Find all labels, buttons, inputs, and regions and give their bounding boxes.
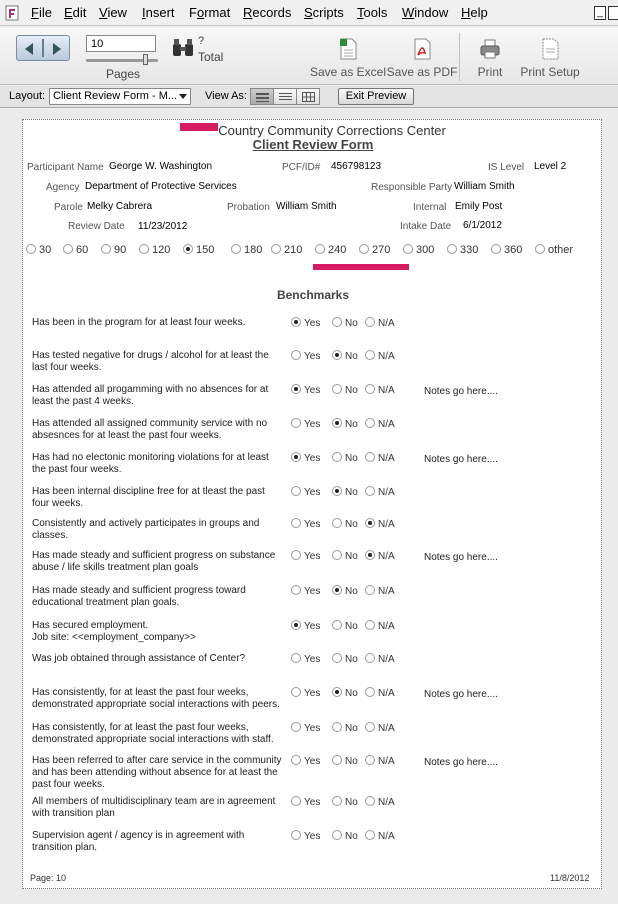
radio-button[interactable] [332, 317, 342, 327]
radio-button[interactable] [291, 486, 301, 496]
days-option-150[interactable] [183, 244, 214, 256]
benchmark-option-na[interactable] [365, 418, 395, 430]
radio-button[interactable] [291, 755, 301, 765]
next-page-icon[interactable] [53, 43, 61, 55]
radio-button[interactable] [291, 518, 301, 528]
radio-button[interactable] [365, 755, 375, 765]
radio-button[interactable] [291, 384, 301, 394]
benchmark-option-label: N/A [378, 621, 395, 632]
benchmark-option-yes[interactable] [291, 350, 320, 362]
benchmark-question: Has secured employment. Job site: <<employment_company>> [32, 620, 196, 643]
parole-label: Parole [54, 202, 83, 213]
benchmark-option-yes[interactable] [291, 486, 320, 498]
previous-page-icon[interactable] [25, 43, 33, 55]
probation-value: William Smith [276, 201, 337, 212]
benchmark-note: Notes go here.... [424, 757, 498, 768]
benchmark-option-yes[interactable] [291, 620, 320, 632]
benchmarks-heading: Benchmarks [276, 288, 350, 302]
responsible-party-value: William Smith [454, 181, 515, 192]
radio-button[interactable] [315, 244, 325, 254]
radio-button[interactable] [365, 350, 375, 360]
benchmark-option-no[interactable] [332, 350, 358, 362]
radio-button[interactable] [365, 620, 375, 630]
benchmark-option-label: N/A [378, 586, 395, 597]
benchmark-option-yes[interactable] [291, 722, 320, 734]
radio-button[interactable] [332, 796, 342, 806]
benchmark-option-label: N/A [378, 654, 395, 665]
binoculars-icon [172, 38, 194, 58]
benchmark-option-na[interactable] [365, 830, 395, 842]
benchmark-option-label: No [345, 831, 358, 842]
benchmark-option-label: Yes [304, 756, 321, 767]
benchmark-option-na[interactable] [365, 755, 395, 767]
radio-button[interactable] [365, 830, 375, 840]
benchmark-option-na[interactable] [365, 653, 395, 665]
benchmark-option-label: N/A [378, 385, 395, 396]
agency-value: Department of Protective Services [85, 181, 237, 192]
participant-value: George W. Washington [109, 161, 213, 172]
benchmark-option-na[interactable] [365, 317, 395, 329]
radio-button[interactable] [291, 620, 301, 630]
benchmark-option-label: Yes [304, 688, 321, 699]
radio-button[interactable] [332, 722, 342, 732]
radio-button[interactable] [365, 687, 375, 697]
benchmark-option-label: Yes [304, 723, 321, 734]
benchmark-option-yes[interactable] [291, 653, 320, 665]
view-as-label: View As: [205, 90, 247, 102]
parole-value: Melky Cabrera [87, 201, 153, 212]
radio-button[interactable] [291, 585, 301, 595]
radio-button[interactable] [291, 350, 301, 360]
benchmark-note: Notes go here.... [424, 552, 498, 563]
minimize-button[interactable]: _ [594, 6, 606, 20]
benchmark-option-label: Yes [304, 519, 321, 530]
benchmark-question: Was job obtained through assistance of Center? [32, 653, 246, 664]
days-option-180[interactable] [231, 244, 262, 256]
radio-button[interactable] [332, 486, 342, 496]
benchmark-option-no[interactable] [332, 550, 358, 562]
radio-button[interactable] [183, 244, 193, 254]
org-name: Country Community Corrections Center [218, 123, 446, 138]
days-option-270[interactable] [359, 244, 390, 256]
benchmark-option-label: No [345, 519, 358, 530]
page-slider-thumb[interactable] [143, 54, 148, 65]
redaction-mark [313, 264, 409, 270]
radio-button[interactable] [291, 550, 301, 560]
benchmark-option-na[interactable] [365, 452, 395, 464]
printer-icon [479, 37, 501, 61]
radio-button[interactable] [365, 384, 375, 394]
radio-button[interactable] [365, 722, 375, 732]
layout-label: Layout: [9, 90, 46, 102]
is-level-label: IS Level [488, 162, 525, 173]
radio-button[interactable] [332, 620, 342, 630]
form-page [22, 119, 602, 889]
radio-button[interactable] [332, 830, 342, 840]
benchmark-option-label: Yes [304, 487, 321, 498]
benchmark-option-label: Yes [304, 419, 321, 430]
benchmark-option-label: Yes [304, 654, 321, 665]
save-as-excel-label: Save as Excel [309, 65, 387, 79]
benchmark-question: Has been referred to after care service in the community and has been attending without absence for at least the past four weeks. [32, 755, 282, 790]
benchmark-option-label: N/A [378, 453, 395, 464]
chevron-down-icon [179, 94, 187, 99]
days-option-label: 180 [244, 244, 263, 256]
footer-page: Page: 10 [30, 873, 67, 883]
menu-view[interactable]: View [99, 5, 127, 20]
radio-button[interactable] [365, 486, 375, 496]
days-option-label: 150 [196, 244, 215, 256]
benchmark-option-label: No [345, 318, 358, 329]
benchmark-option-label: No [345, 797, 358, 808]
days-option-label: 300 [416, 244, 435, 256]
benchmark-option-label: N/A [378, 797, 395, 808]
layout-select-value: Client Review Form - M... [53, 90, 178, 102]
benchmark-option-na[interactable] [365, 350, 395, 362]
benchmark-option-yes[interactable] [291, 384, 320, 396]
days-option-90[interactable] [101, 244, 126, 256]
radio-button[interactable] [291, 452, 301, 462]
benchmark-note: Notes go here.... [424, 689, 498, 700]
benchmark-option-no[interactable] [332, 452, 358, 464]
menu-tools[interactable]: Tools [357, 5, 388, 20]
radio-button[interactable] [332, 550, 342, 560]
benchmark-option-label: Yes [304, 551, 321, 562]
benchmark-option-label: N/A [378, 551, 395, 562]
days-option-label: 330 [460, 244, 479, 256]
radio-button[interactable] [63, 244, 73, 254]
radio-button[interactable] [291, 317, 301, 327]
benchmark-option-label: Yes [304, 351, 321, 362]
benchmark-option-na[interactable] [365, 796, 395, 808]
radio-button[interactable] [271, 244, 281, 254]
benchmark-option-na[interactable] [365, 620, 395, 632]
responsible-party-label: Responsible Party [371, 182, 453, 193]
print-setup-label: Print Setup [520, 65, 580, 79]
view-as-table-button[interactable] [296, 88, 320, 105]
table-grid-icon [302, 92, 315, 102]
menu-window[interactable]: Window [402, 5, 449, 20]
pages-label: Pages [106, 67, 141, 81]
total-value: ? [198, 35, 205, 47]
radio-button[interactable] [332, 452, 342, 462]
benchmark-option-label: Yes [304, 621, 321, 632]
benchmark-option-label: No [345, 453, 358, 464]
benchmark-question: Has consistently, for at least the past four weeks, demonstrated appropriate social interactions with staff. [32, 722, 274, 745]
book-navigation-icon[interactable] [16, 35, 70, 61]
print-label: Print [477, 65, 503, 79]
benchmark-option-label: No [345, 723, 358, 734]
benchmark-question: Has had no electonic monitoring violations for at least the past four weeks. [32, 452, 269, 475]
radio-button[interactable] [101, 244, 111, 254]
benchmark-option-na[interactable] [365, 722, 395, 734]
form-title: Client Review Form [252, 137, 374, 152]
radio-button[interactable] [332, 518, 342, 528]
days-option-label: 90 [114, 244, 127, 256]
benchmark-option-no[interactable] [332, 653, 358, 665]
benchmark-option-no[interactable] [332, 796, 358, 808]
benchmark-option-no[interactable] [332, 687, 358, 699]
benchmark-question: Has made steady and sufficient progress toward educational treatment plan goals. [32, 585, 246, 608]
review-date-label: Review Date [68, 221, 125, 232]
menu-format[interactable]: Format [189, 5, 231, 20]
is-level-value: Level 2 [534, 161, 567, 172]
benchmark-question: All members of multidisciplinary team are in agreement with transition plan [32, 796, 276, 819]
benchmark-note: Notes go here.... [424, 454, 498, 465]
benchmark-option-no[interactable] [332, 317, 358, 329]
days-option-30[interactable] [26, 244, 51, 256]
days-option-label: 30 [39, 244, 52, 256]
radio-button[interactable] [291, 722, 301, 732]
pdf-icon [411, 37, 433, 61]
toolbar [0, 27, 618, 85]
benchmark-option-yes[interactable] [291, 830, 320, 842]
benchmark-option-label: No [345, 586, 358, 597]
layout-select[interactable] [49, 88, 191, 105]
benchmark-option-no[interactable] [332, 384, 358, 396]
benchmark-option-na[interactable] [365, 585, 395, 597]
days-option-label: 270 [372, 244, 391, 256]
benchmark-question: Has made steady and sufficient progress on substance abuse / life skills treatment plan goals [32, 550, 276, 573]
radio-button[interactable] [332, 384, 342, 394]
benchmark-option-label: N/A [378, 688, 395, 699]
benchmark-question: Has attended all assigned community service with no absesnces for at least the past four weeks. [32, 418, 268, 441]
radio-button[interactable] [365, 317, 375, 327]
days-option-label: 120 [152, 244, 171, 256]
benchmark-option-yes[interactable] [291, 687, 320, 699]
days-option-120[interactable] [139, 244, 170, 256]
view-as-form-button[interactable] [250, 88, 274, 105]
benchmark-question: Has been in the program for at least four weeks. [32, 317, 246, 328]
days-option-label: 60 [76, 244, 89, 256]
benchmark-question: Has attended all progamming with no absences for at least the past 4 weeks. [32, 384, 269, 407]
menu-file[interactable]: File [31, 5, 52, 20]
radio-button[interactable] [291, 653, 301, 663]
agency-label: Agency [46, 182, 80, 193]
radio-button[interactable] [332, 418, 342, 428]
benchmark-option-label: N/A [378, 487, 395, 498]
days-option-label: other [548, 244, 574, 256]
benchmark-option-label: No [345, 654, 358, 665]
menu-bar [0, 0, 618, 26]
benchmark-option-label: N/A [378, 723, 395, 734]
layout-bar [0, 86, 618, 108]
benchmark-option-label: N/A [378, 756, 395, 767]
days-option-360[interactable] [491, 244, 522, 256]
benchmark-question: Consistently and actively participates in groups and classes. [32, 518, 260, 541]
benchmark-option-no[interactable] [332, 755, 358, 767]
participant-label: Participant Name [27, 162, 104, 173]
benchmark-option-na[interactable] [365, 550, 395, 562]
view-as-list-button[interactable] [273, 88, 297, 105]
total-label: Total [198, 50, 224, 64]
benchmark-option-na[interactable] [365, 384, 395, 396]
radio-button[interactable] [365, 418, 375, 428]
benchmark-option-label: No [345, 351, 358, 362]
save-as-pdf-label: Save as PDF [386, 65, 458, 79]
benchmark-option-yes[interactable] [291, 452, 320, 464]
benchmark-option-yes[interactable] [291, 518, 320, 530]
menu-records[interactable]: Records [243, 5, 292, 20]
benchmark-option-label: Yes [304, 453, 321, 464]
benchmark-question: Has consistently, for at least the past four weeks, demonstrated appropriate social interactions with peers. [32, 687, 280, 710]
radio-button[interactable] [365, 518, 375, 528]
menu-scripts[interactable]: Scripts [304, 5, 344, 20]
internal-value: Emily Post [455, 201, 503, 212]
benchmark-option-no[interactable] [332, 620, 358, 632]
excel-icon [337, 37, 359, 61]
benchmark-option-label: N/A [378, 351, 395, 362]
benchmark-option-label: Yes [304, 831, 321, 842]
days-option-330[interactable] [447, 244, 478, 256]
days-option-300[interactable] [403, 244, 434, 256]
intake-date-label: Intake Date [400, 221, 452, 232]
benchmark-option-label: Yes [304, 385, 321, 396]
benchmark-option-label: No [345, 621, 358, 632]
radio-button[interactable] [365, 796, 375, 806]
benchmark-option-label: No [345, 487, 358, 498]
benchmark-option-label: N/A [378, 419, 395, 430]
benchmark-option-label: No [345, 688, 358, 699]
benchmark-option-yes[interactable] [291, 550, 320, 562]
benchmark-option-label: Yes [304, 586, 321, 597]
radio-button[interactable] [491, 244, 501, 254]
days-option-210[interactable] [271, 244, 302, 256]
filemaker-app-icon [4, 4, 20, 22]
benchmark-question: Supervision agent / agency is in agreement with transition plan. [32, 830, 245, 853]
radio-button[interactable] [535, 244, 545, 254]
radio-button[interactable] [291, 418, 301, 428]
print-setup-button[interactable] [510, 37, 590, 79]
menu-help[interactable]: Help [461, 5, 488, 20]
pcf-label: PCF/ID# [282, 162, 321, 173]
benchmark-option-na[interactable] [365, 486, 395, 498]
radio-button[interactable] [365, 452, 375, 462]
radio-button[interactable] [365, 585, 375, 595]
benchmark-option-no[interactable] [332, 518, 358, 530]
benchmark-option-no[interactable] [332, 830, 358, 842]
internal-label: Internal [413, 202, 447, 213]
menu-edit[interactable]: Edit [64, 5, 87, 20]
benchmark-option-label: Yes [304, 797, 321, 808]
benchmark-option-label: N/A [378, 318, 395, 329]
radio-button[interactable] [403, 244, 413, 254]
benchmark-option-no[interactable] [332, 722, 358, 734]
benchmark-option-no[interactable] [332, 585, 358, 597]
print-setup-icon [539, 37, 561, 61]
days-option-label: 360 [504, 244, 523, 256]
benchmark-option-yes[interactable] [291, 418, 320, 430]
radio-button[interactable] [139, 244, 149, 254]
benchmark-option-label: No [345, 551, 358, 562]
benchmark-question: Has been internal discipline free for at tleast the past four weeks. [32, 486, 265, 509]
restore-button[interactable] [608, 6, 618, 20]
radio-button[interactable] [291, 830, 301, 840]
benchmark-option-label: Yes [304, 318, 321, 329]
menu-insert[interactable]: Insert [142, 5, 175, 20]
preview-area[interactable] [0, 109, 618, 904]
pcf-value: 456798123 [331, 161, 382, 172]
probation-label: Probation [227, 202, 270, 213]
benchmark-option-label: N/A [378, 519, 395, 530]
radio-button[interactable] [26, 244, 36, 254]
save-as-excel-button[interactable] [308, 37, 388, 79]
radio-button[interactable] [447, 244, 457, 254]
radio-button[interactable] [332, 653, 342, 663]
days-option-240[interactable] [315, 244, 346, 256]
days-option-label: 240 [328, 244, 347, 256]
benchmark-option-no[interactable] [332, 418, 358, 430]
benchmark-option-no[interactable] [332, 486, 358, 498]
benchmark-option-yes[interactable] [291, 796, 320, 808]
radio-button[interactable] [332, 585, 342, 595]
radio-button[interactable] [332, 687, 342, 697]
page-number-input[interactable] [86, 35, 156, 52]
radio-button[interactable] [231, 244, 241, 254]
benchmark-option-yes[interactable] [291, 755, 320, 767]
benchmark-question: Has tested negative for drugs / alcohol for at least the last four weeks. [32, 350, 269, 373]
benchmark-option-yes[interactable] [291, 585, 320, 597]
radio-button[interactable] [332, 755, 342, 765]
benchmark-option-label: No [345, 385, 358, 396]
days-option-60[interactable] [63, 244, 88, 256]
radio-button[interactable] [291, 687, 301, 697]
benchmark-option-na[interactable] [365, 687, 395, 699]
benchmark-option-yes[interactable] [291, 317, 320, 329]
days-option-other[interactable] [535, 244, 573, 256]
exit-preview-button[interactable]: Exit Preview [338, 88, 414, 105]
radio-button[interactable] [365, 653, 375, 663]
days-option-label: 210 [284, 244, 303, 256]
radio-button[interactable] [365, 550, 375, 560]
radio-button[interactable] [332, 350, 342, 360]
radio-button[interactable] [291, 796, 301, 806]
benchmark-note: Notes go here.... [424, 386, 498, 397]
review-date-value: 11/23/2012 [138, 221, 188, 232]
benchmark-option-label: No [345, 756, 358, 767]
benchmark-option-label: No [345, 419, 358, 430]
benchmark-option-label: N/A [378, 831, 395, 842]
footer-date: 11/8/2012 [550, 873, 590, 883]
benchmark-option-na[interactable] [365, 518, 395, 530]
intake-date-value: 6/1/2012 [463, 220, 502, 231]
radio-button[interactable] [359, 244, 369, 254]
